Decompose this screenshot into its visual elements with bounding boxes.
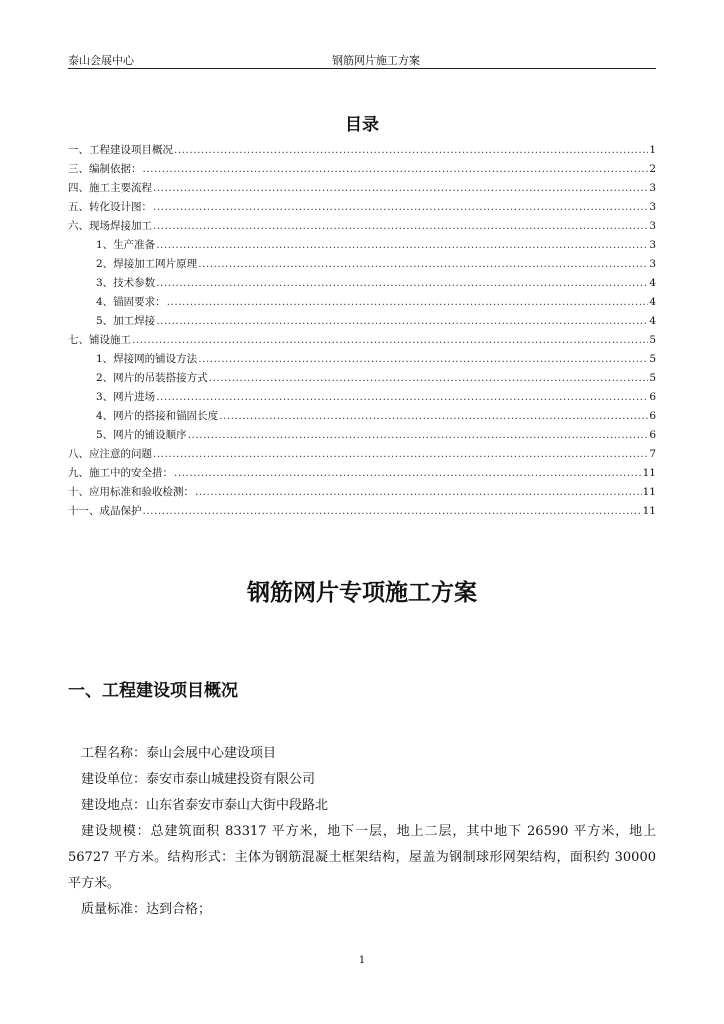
body-paragraph: 质量标准：达到合格； (81, 902, 212, 917)
toc-entry-label: 2、网片的吊装搭接方式 (96, 372, 208, 384)
toc-leader-dots (188, 426, 649, 445)
toc-leader-dots (198, 350, 648, 369)
body-paragraph: 建设规模：总建筑面积 83317 平方米，地下一层，地上二层，其中地下 26590 平方米，地上 56727 平方米。结构形式：主体为钢筋混凝土框架结构，屋盖为钢制球形网架结构，面积约 30000 平方米。 (68, 824, 656, 891)
toc-entry-page: 3 (649, 182, 656, 194)
toc-entry-label: 2、焊接加工网片原理 (96, 258, 198, 270)
toc-entry[interactable] (68, 388, 656, 407)
toc-entry[interactable] (68, 255, 656, 274)
header-project-name: 泰山会展中心 (68, 54, 134, 67)
toc-entry[interactable] (68, 312, 656, 331)
toc-leader-dots (167, 293, 649, 312)
toc-entry[interactable] (68, 331, 656, 350)
toc-entry-page: 11 (642, 505, 656, 517)
toc-entry-label: 十一、成品保护 (68, 505, 142, 517)
toc-leader-dots (156, 236, 648, 255)
toc-entry[interactable] (68, 502, 656, 521)
toc-entry-label: 1、生产准备 (96, 239, 156, 251)
toc-entry[interactable] (68, 293, 656, 312)
toc-entry[interactable] (68, 141, 656, 160)
toc-leader-dots (132, 331, 648, 350)
toc-entry-label: 3、网片进场 (96, 391, 156, 403)
toc-entry[interactable] (68, 160, 656, 179)
toc-entry-page: 3 (649, 201, 656, 213)
toc-entry[interactable] (68, 179, 656, 198)
toc-entry[interactable] (68, 217, 656, 236)
toc-entry[interactable] (68, 198, 656, 217)
toc-leader-dots (153, 179, 648, 198)
toc-entry-page: 3 (649, 258, 656, 270)
body-paragraph: 建设地点：山东省泰安市泰山大街中段路北 (81, 798, 329, 813)
toc-leader-dots (156, 312, 648, 331)
toc-leader-dots (153, 198, 648, 217)
toc-entry-label: 十、应用标准和验收检测： (68, 486, 194, 498)
toc-entry-page: 2 (649, 163, 656, 175)
page-number: 1 (358, 955, 366, 966)
toc-leader-dots (219, 407, 648, 426)
toc-entry-label: 八、应注意的问题 (68, 448, 152, 460)
toc-entry-label: 六、现场焊接加工 (68, 220, 152, 232)
toc-entry-page: 3 (649, 220, 656, 232)
toc-entry-page: 4 (649, 296, 656, 308)
toc-leader-dots (174, 141, 648, 160)
document-title: 钢筋网片专项施工方案 (247, 579, 477, 606)
toc-entry-page: 5 (649, 334, 656, 346)
toc-entry-label: 5、网片的铺设顺序 (96, 429, 187, 441)
toc-entry-page: 6 (649, 410, 656, 422)
toc-entry-label: 4、锚固要求： (96, 296, 166, 308)
toc-entry-label: 七、铺设施工 (68, 334, 131, 346)
toc-leader-dots (195, 483, 642, 502)
toc-entry-page: 11 (642, 467, 656, 479)
toc-leader-dots (156, 388, 648, 407)
toc-entry-page: 3 (649, 239, 656, 251)
toc-leader-dots (143, 502, 642, 521)
toc-entry-label: 四、施工主要流程 (68, 182, 152, 194)
toc-entry-page: 11 (642, 486, 656, 498)
toc-entry[interactable] (68, 274, 656, 293)
table-of-contents (68, 141, 656, 521)
toc-entry-label: 五、转化设计图： (68, 201, 152, 213)
toc-title: 目录 (345, 115, 379, 135)
toc-entry-label: 一、工程建设项目概况 (68, 144, 173, 156)
toc-leader-dots (209, 369, 649, 388)
toc-entry[interactable] (68, 350, 656, 369)
toc-entry-page: 5 (649, 372, 656, 384)
toc-entry-label: 1、焊接网的铺设方法 (96, 353, 198, 365)
toc-entry[interactable] (68, 236, 656, 255)
toc-leader-dots (156, 274, 648, 293)
toc-entry-page: 6 (649, 429, 656, 441)
toc-leader-dots (153, 217, 648, 236)
toc-entry-label: 5、加工焊接 (96, 315, 156, 327)
toc-entry-page: 6 (649, 391, 656, 403)
toc-entry[interactable] (68, 407, 656, 426)
toc-entry[interactable] (68, 445, 656, 464)
section-body (68, 741, 656, 923)
toc-entry-label: 九、施工中的安全措： (68, 467, 173, 479)
toc-entry-page: 4 (649, 315, 656, 327)
toc-entry-label: 3、技术参数 (96, 277, 156, 289)
toc-entry-page: 7 (649, 448, 656, 460)
toc-leader-dots (153, 445, 648, 464)
body-paragraph: 建设单位：泰安市泰山城建投资有限公司 (81, 772, 316, 787)
toc-entry-page: 4 (649, 277, 656, 289)
header-document-name: 钢筋网片施工方案 (332, 54, 420, 67)
toc-leader-dots (174, 464, 642, 483)
section-heading: 一、工程建设项目概况 (68, 681, 238, 701)
toc-leader-dots (143, 160, 649, 179)
toc-entry-page: 1 (649, 144, 656, 156)
body-paragraph: 工程名称：泰山会展中心建设项目 (81, 746, 277, 761)
toc-leader-dots (198, 255, 648, 274)
toc-entry[interactable] (68, 369, 656, 388)
toc-entry[interactable] (68, 464, 656, 483)
toc-entry-page: 5 (649, 353, 656, 365)
toc-entry-label: 4、网片的搭接和锚固长度 (96, 410, 219, 422)
toc-entry[interactable] (68, 426, 656, 445)
toc-entry[interactable] (68, 483, 656, 502)
page-header (68, 50, 656, 69)
toc-entry-label: 三、编制依据： (68, 163, 142, 175)
